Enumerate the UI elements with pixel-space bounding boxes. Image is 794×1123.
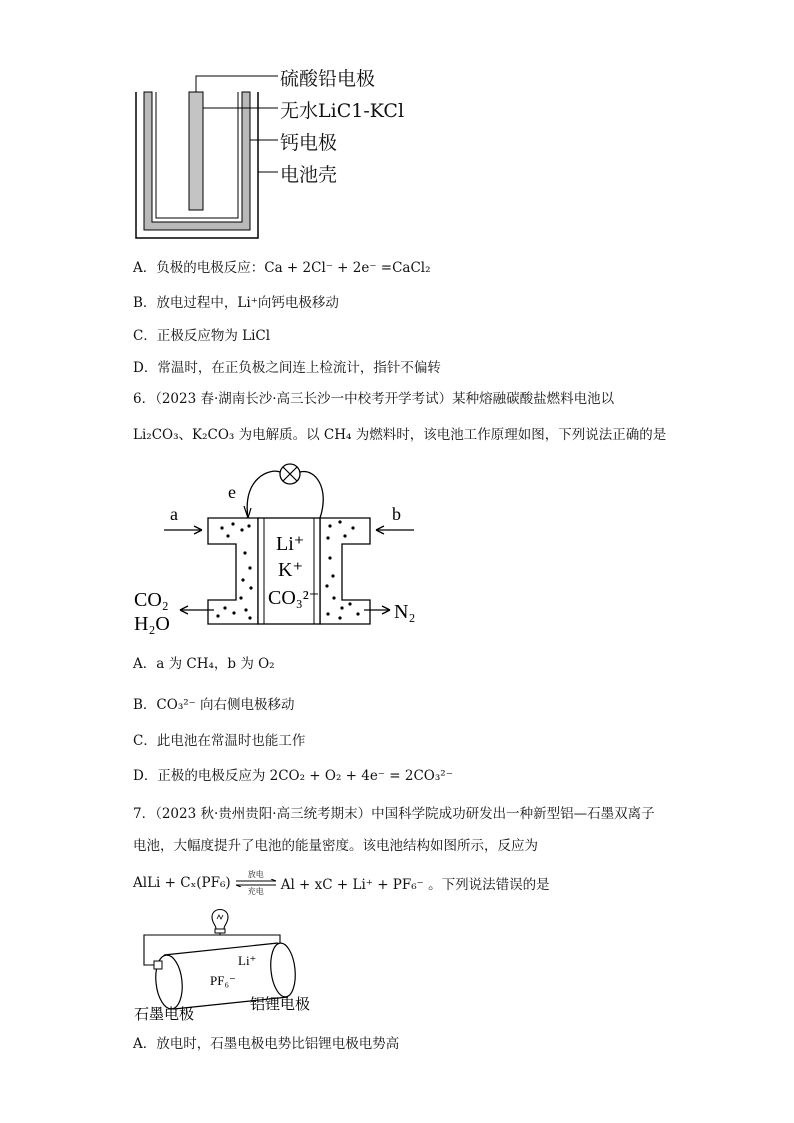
label-al-li-electrode: 铝锂电极: [250, 997, 311, 1013]
label-electrolyte: 无水LiC1-KCl: [280, 100, 405, 122]
q7-reaction-equation: [133, 868, 550, 898]
label-pf6-ion: PF₆⁻: [210, 973, 236, 988]
arrow-label-discharge: 放电: [247, 870, 264, 879]
q5-option-c: C．正极反应物为 LiCl: [133, 328, 271, 344]
label-a: a: [170, 504, 178, 524]
label-n2: N₂: [394, 601, 416, 623]
label-li-ion-cell: Li⁺: [238, 953, 257, 968]
q7-option-a: A．放电时，石墨电极电势比铝锂电极电势高: [133, 1036, 400, 1052]
q6-stem-line1: 6．（2023 春·湖南长沙·高三长沙一中校考开学考试）某种熔融碳酸盐燃料电池以: [133, 391, 615, 407]
label-k-ion: K⁺: [278, 559, 303, 581]
q7-stem-line1: 7．（2023 秋·贵州贵阳·高三统考期末）中国科学院成功研发出一种新型铝—石墨双离子: [133, 806, 655, 822]
q5-option-b: B．放电过程中，Li⁺向钙电极移动: [133, 295, 339, 311]
label-b: b: [392, 504, 401, 524]
figure-aluminum-graphite-cell: [130, 905, 330, 1025]
equation-left: AlLi + Cₓ(PF₆): [133, 875, 231, 891]
q6-option-b: B．CO₃²⁻ 向右侧电极移动: [133, 697, 295, 713]
q5-option-d: D．常温时，在正负极之间连上检流计，指针不偏转: [133, 360, 441, 376]
label-lead-sulfate-electrode: 硫酸铅电极: [280, 68, 376, 90]
q6-option-a: A．a 为 CH₄，b 为 O₂: [133, 656, 275, 672]
figure-molten-carbonate-cell: [130, 458, 430, 638]
q7-stem-line2: 电池，大幅度提升了电池的能量密度。该电池结构如图所示，反应为: [133, 838, 538, 854]
q6-stem-line2: Li₂CO₃、K₂CO₃ 为电解质。以 CH₄ 为燃料时，该电池工作原理如图，下列说法正确的是: [133, 427, 667, 443]
reversible-arrow: [235, 870, 277, 896]
label-h2o: H₂O: [134, 613, 170, 635]
label-e: e: [228, 482, 236, 502]
equilibrium-arrow-icon: [235, 879, 277, 887]
label-calcium-electrode: 钙电极: [280, 132, 338, 154]
equation-right: Al + xC + Li⁺ + PF₆⁻ 。下列说法错误的是: [280, 877, 550, 893]
q6-option-d: D．正极的电极反应为 2CO₂ + O₂ + 4e⁻ = 2CO₃²⁻: [133, 768, 453, 784]
arrow-label-charge: 充电: [247, 887, 264, 896]
label-li-ion: Li⁺: [276, 533, 305, 555]
label-carbonate-ion: CO₃²⁻: [268, 587, 320, 609]
q5-option-a: A．负极的电极反应：Ca + 2Cl⁻ + 2e⁻ =CaCl₂: [133, 260, 431, 276]
q6-option-c: C．此电池在常温时也能工作: [133, 733, 306, 749]
label-battery-shell: 电池壳: [280, 164, 338, 186]
light-bulb-icon: [212, 910, 228, 934]
label-co2: CO₂: [134, 589, 169, 611]
label-graphite-electrode: 石墨电极: [134, 1007, 195, 1023]
